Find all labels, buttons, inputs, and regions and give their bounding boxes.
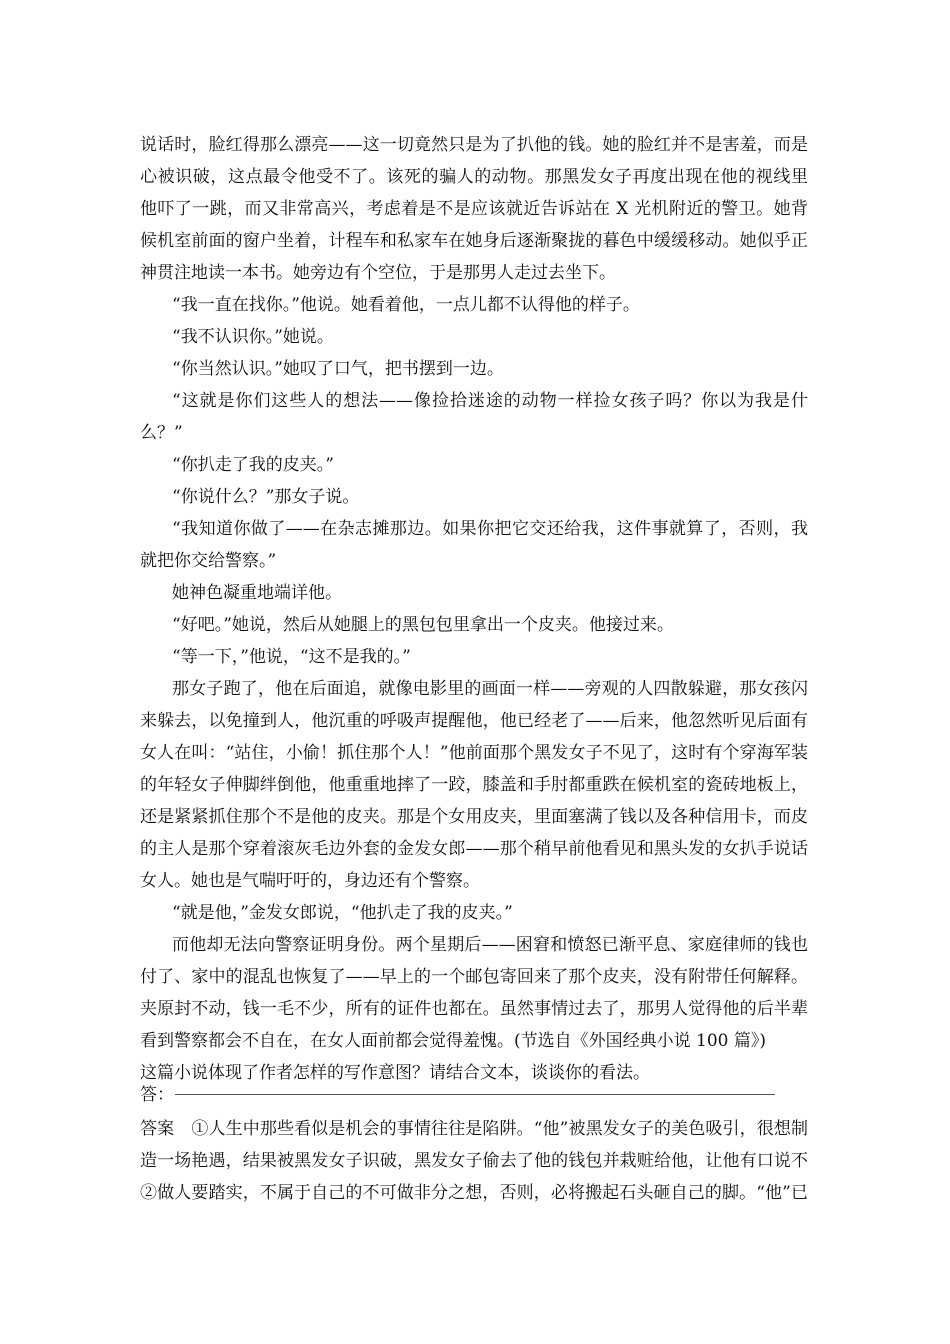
paragraph-line: “这就是你们这些人的想法——像捡拾迷途的动物一样捡女孩子吗？你以为我是什 (172, 391, 808, 411)
paragraph-line: 他吓了一跳，而又非常高兴，考虑着是不是应该就近告诉站在 X 光机附近的警卫。她背 (140, 199, 808, 219)
paragraph-line: 心被识破，这点最令他受不了。该死的骗人的动物。那黑发女子再度出现在他的视线里 (140, 167, 808, 187)
paragraph-line: 么？” (140, 423, 183, 443)
answer-line: ②做人要踏实，不属于自己的不可做非分之想，否则，必将搬起石头砸自己的脚。“他”已 (140, 1183, 808, 1203)
paragraph-line: “我一直在找你。”他说。她看着他，一点儿都不认得他的样子。 (172, 295, 640, 315)
paragraph-line: 就把你交给警察。” (140, 551, 277, 571)
paragraph-line: “好吧。”她说，然后从她腿上的黑包包里拿出一个皮夹。他接过来。 (172, 615, 674, 635)
paragraph-line: 夹原封不动，钱一毛不少，所有的证件也都在。虽然事情过去了，那男人觉得他的后半辈 (140, 999, 808, 1019)
paragraph-line: 看到警察都会不自在，在女人面前都会觉得羞愧。(节选自《外国经典小说 100 篇》) (140, 1031, 767, 1051)
paragraph-line: 她神色凝重地端详他。 (172, 583, 342, 603)
question-text: 这篇小说体现了作者怎样的写作意图？请结合文本，谈谈你的看法。 (140, 1063, 650, 1083)
paragraph-line: 说话时，脸红得那么漂亮——这一切竟然只是为了扒他的钱。她的脸红并不是害羞，而是 (140, 135, 808, 155)
paragraph-line: 那女子跑了，他在后面追，就像电影里的画面一样——旁观的人四散躲避，那女孩闪 (172, 679, 808, 699)
paragraph-line: “你当然认识。”她叹了口气，把书摆到一边。 (172, 359, 504, 379)
paragraph-line: “就是他，”金发女郎说，“他扒走了我的皮夹。” (172, 903, 513, 923)
paragraph-line: 神贯注地读一本书。她旁边有个空位，于是那男人走过去坐下。 (140, 263, 616, 283)
paragraph-line: 候机室前面的窗户坐着，计程车和私家车在她身后逐渐聚拢的暮色中缓缓移动。她似乎正 (140, 231, 808, 251)
paragraph-line: “你说什么？”那女子说。 (172, 487, 360, 507)
answer-blank-line[interactable] (175, 1094, 775, 1095)
paragraph-line: 来躲去，以免撞到人，他沉重的呼吸声提醒他，他已经老了——后来，他忽然听见后面有 (140, 711, 808, 731)
paragraph-line: 还是紧紧抓住那个不是他的皮夹。那是个女用皮夹，里面塞满了钱以及各种信用卡，而皮 (140, 807, 808, 827)
paragraph-line: 女人在叫：“站住，小偷！抓住那个人！”他前面那个黑发女子不见了，这时有个穿海军装 (140, 743, 808, 763)
answer-label: 答： (140, 1085, 174, 1105)
paragraph-line: 的主人是那个穿着滚灰毛边外套的金发女郎——那个稍早前他看见和黑头发的女扒手说话 (140, 839, 808, 859)
paragraph-line: 而他却无法向警察证明身份。两个星期后——困窘和愤怒已渐平息、家庭律师的钱也 (172, 935, 808, 955)
answer-line: 答案 ①人生中那些看似是机会的事情往往是陷阱。“他”被黑发女子的美色吸引，很想制 (140, 1119, 808, 1139)
paragraph-line: “我知道你做了——在杂志摊那边。如果你把它交还给我，这件事就算了，否则，我 (172, 519, 808, 539)
answer-line: 造一场艳遇，结果被黑发女子识破，黑发女子偷去了他的钱包并栽赃给他，让他有口说不 (140, 1151, 808, 1171)
paragraph-line: “等一下，”他说，“这不是我的。” (172, 647, 411, 667)
paragraph-line: 付了、家中的混乱也恢复了——早上的一个邮包寄回来了那个皮夹，没有附带任何解释。 (140, 967, 808, 987)
paragraph-line: “你扒走了我的皮夹。” (172, 455, 334, 475)
paragraph-line: 女人。她也是气喘吁吁的，身边还有个警察。 (140, 871, 480, 891)
paragraph-line: 的年轻女子伸脚绊倒他，他重重地摔了一跤，膝盖和手肘都重跌在候机室的瓷砖地板上， (140, 775, 808, 795)
paragraph-line: “我不认识你。”她说。 (172, 327, 334, 347)
